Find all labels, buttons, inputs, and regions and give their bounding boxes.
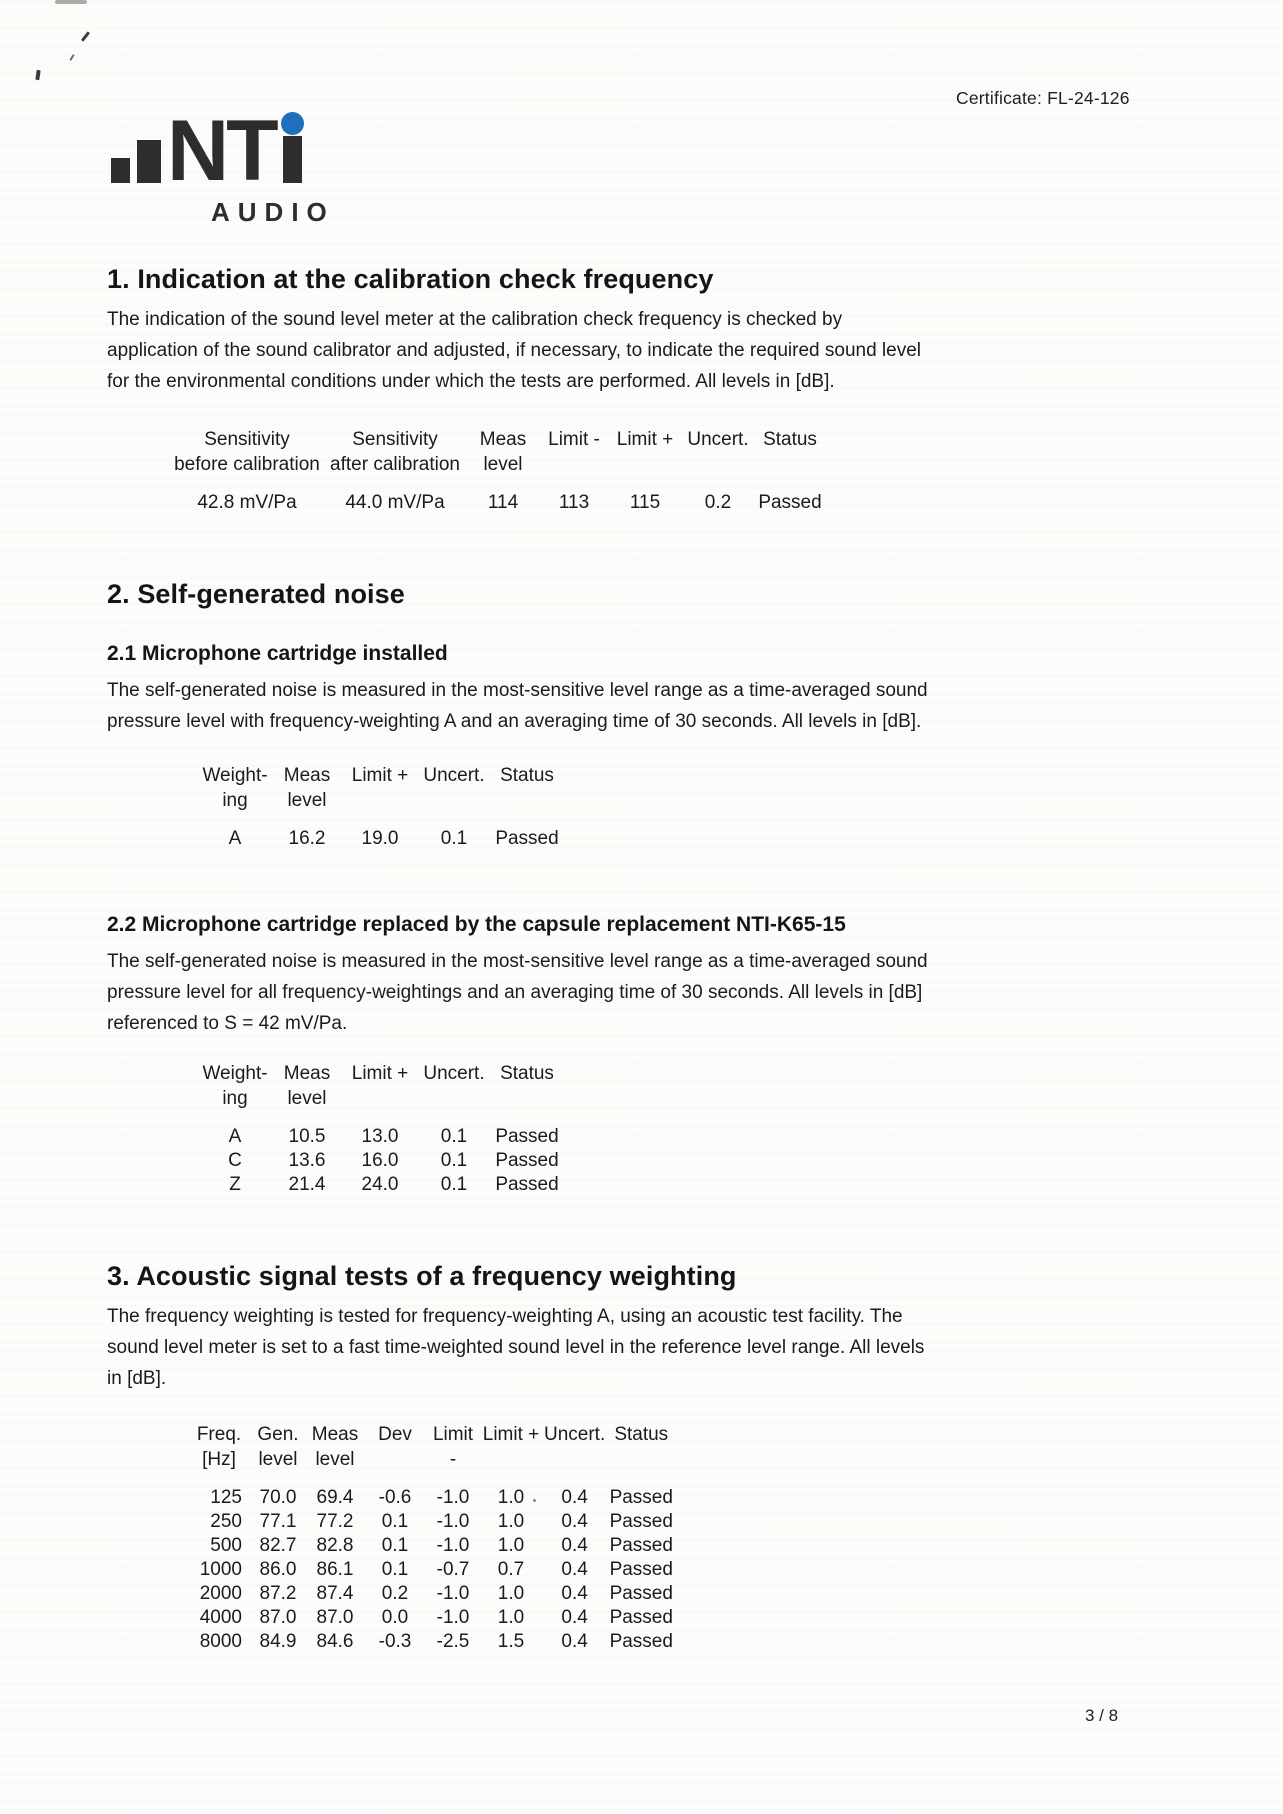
table-cell: -0.6	[378, 1487, 412, 1508]
column-header: Meas level	[311, 1424, 359, 1470]
table-cell: A	[228, 828, 242, 849]
nti-audio-logo	[111, 103, 1176, 228]
table-row	[190, 1534, 677, 1558]
section-1-title: 1. Indication at the calibration check frequency	[107, 264, 714, 294]
column-header: Limit +	[616, 429, 674, 450]
section-3-body: The frequency weighting is tested for frequency-weighting A, using an acoustic test facility. The sound level meter is set to a fast time-weighted sound level in the reference level range. All levels in [dB].	[107, 1306, 925, 1389]
column-header: Uncert.	[544, 1424, 606, 1445]
table-cell: Passed	[609, 1511, 673, 1532]
table-cell: 1.0	[497, 1583, 525, 1604]
table-cell: 0.1	[440, 1150, 468, 1171]
table-cell: Passed	[495, 1150, 559, 1171]
logo-letter-i	[281, 112, 304, 183]
table-row	[190, 1630, 677, 1654]
table-cell: 87.2	[259, 1583, 297, 1604]
column-header: Status	[500, 1063, 554, 1084]
section-2-2-body: The self-generated noise is measured in the most-sensitive level range as a time-averaged sound pressure level for all frequency-weightings and an averaging time of 30 seconds. All levels in [dB] referenced to S = 42 mV/Pa.	[107, 951, 928, 1034]
table-cell: 0.7	[497, 1559, 525, 1580]
table-cell: 113	[558, 492, 590, 513]
table-cell: -1.0	[436, 1487, 470, 1508]
logo-i-stem	[283, 136, 302, 183]
table-row	[190, 1558, 677, 1582]
page-number: 3 / 8	[1085, 1706, 1119, 1725]
table-cell: 84.9	[259, 1631, 297, 1652]
table-cell: 0.0	[381, 1607, 409, 1628]
table-cell: 0.2	[704, 492, 732, 513]
table-cell: 500	[210, 1535, 242, 1556]
table-row	[195, 1173, 567, 1197]
table-cell: 19.0	[361, 828, 399, 849]
table-cell: 87.0	[316, 1607, 354, 1628]
table-cell: Passed	[495, 828, 559, 849]
table-cell: Passed	[609, 1583, 673, 1604]
table-cell: 115	[629, 492, 661, 513]
column-header: Limit +	[351, 1063, 409, 1084]
table-cell: 0.4	[561, 1607, 588, 1628]
column-header: Dev	[378, 1424, 412, 1445]
scan-speck	[69, 54, 74, 61]
calibration-check-table	[172, 427, 824, 515]
column-header: Status	[614, 1424, 669, 1445]
column-header: Meas level	[283, 765, 331, 811]
table-cell: 44.0 mV/Pa	[345, 492, 445, 513]
certificate-number: Certificate: FL-24-126	[956, 88, 1130, 108]
table-row	[190, 1486, 677, 1510]
self-noise-installed-table	[195, 763, 567, 851]
table-cell: -0.3	[378, 1631, 412, 1652]
column-header: Meas level	[283, 1063, 331, 1109]
table-cell: Passed	[495, 1126, 559, 1147]
column-header: Limit -	[432, 1424, 474, 1470]
table-cell: 0.4	[561, 1583, 588, 1604]
table-cell: Z	[229, 1174, 241, 1195]
column-header: Freq. [Hz]	[196, 1424, 242, 1470]
table-cell: 0.1	[440, 828, 468, 849]
column-header: Limit -	[548, 429, 600, 450]
table-cell: 0.2	[381, 1583, 409, 1604]
table-cell: 1.0	[497, 1487, 525, 1508]
section-1-body: The indication of the sound level meter at the calibration check frequency is checked by application of the sound calibrator and adjusted, if necessary, to indicate the required sound level for the environmental conditions under which the tests are performed. All levels in [dB].	[107, 309, 921, 392]
frequency-weighting-table	[190, 1422, 677, 1654]
table-cell: 86.1	[316, 1559, 354, 1580]
table-cell: 13.6	[288, 1150, 326, 1171]
section-2-title: 2. Self-generated noise	[107, 579, 405, 609]
table-header-row	[195, 763, 567, 827]
table-cell: -1.0	[436, 1607, 470, 1628]
table-cell: 86.0	[259, 1559, 297, 1580]
table-row	[195, 1149, 567, 1173]
table-cell: C	[228, 1150, 242, 1171]
table-cell: 16.0	[361, 1150, 399, 1171]
table-cell: A	[228, 1126, 242, 1147]
column-header: Uncert.	[687, 429, 749, 450]
table-cell: 82.8	[316, 1535, 354, 1556]
column-header: Weight- ing	[202, 1063, 268, 1109]
column-header: Weight- ing	[202, 765, 268, 811]
table-cell: 0.1	[440, 1174, 468, 1195]
table-cell: Passed	[495, 1174, 559, 1195]
table-cell: 250	[210, 1511, 242, 1532]
column-header: Uncert.	[423, 1063, 485, 1084]
table-row	[195, 827, 567, 851]
table-cell: 114	[487, 492, 519, 513]
column-header: Meas level	[479, 429, 527, 475]
table-cell: 1.0	[497, 1535, 525, 1556]
table-cell: 70.0	[259, 1487, 297, 1508]
table-cell: Passed	[609, 1559, 673, 1580]
table-cell: 1.5	[497, 1631, 525, 1652]
table-cell: 1.0	[497, 1607, 525, 1628]
table-cell: 13.0	[361, 1126, 399, 1147]
table-cell: 77.1	[259, 1511, 297, 1532]
table-cell: 8000	[199, 1631, 242, 1652]
column-header: Uncert.	[423, 765, 485, 786]
section-2-1-title: 2.1 Microphone cartridge installed	[107, 642, 448, 665]
section-2-1-body: The self-generated noise is measured in the most-sensitive level range as a time-averaged sound pressure level with frequency-weighting A and an averaging time of 30 seconds. All levels in [dB].	[107, 680, 928, 732]
table-cell: 0.4	[561, 1487, 588, 1508]
table-cell: 1.0	[497, 1511, 525, 1532]
table-cell: 0.4	[561, 1631, 588, 1652]
column-header: Gen. level	[257, 1424, 299, 1470]
table-cell: Passed	[609, 1607, 673, 1628]
table-cell: -0.7	[436, 1559, 470, 1580]
column-header: Status	[763, 429, 817, 450]
column-header: Status	[500, 765, 554, 786]
table-cell: -2.5	[436, 1631, 470, 1652]
table-cell: 4000	[199, 1607, 242, 1628]
table-cell: 2000	[199, 1583, 242, 1604]
table-cell: 24.0	[361, 1174, 399, 1195]
logo-bar-large	[137, 140, 161, 183]
table-header-row	[172, 427, 824, 491]
logo-subtext: AUDIO	[211, 197, 335, 227]
table-cell: 0.1	[440, 1126, 468, 1147]
logo-row	[111, 103, 1176, 199]
table-cell: Passed	[609, 1535, 673, 1556]
scan-smudge	[55, 0, 87, 4]
table-cell: 77.2	[316, 1511, 354, 1532]
table-row	[195, 1125, 567, 1149]
table-cell: -1.0	[436, 1583, 470, 1604]
table-row	[172, 491, 824, 515]
scan-speck	[35, 70, 40, 80]
scan-speck	[81, 31, 90, 42]
column-header: Limit +	[482, 1424, 540, 1445]
section-2-2-title: 2.2 Microphone cartridge replaced by the capsule replacement NTI-K65-15	[107, 913, 846, 936]
scan-speck	[533, 1499, 536, 1502]
table-cell: 0.4	[561, 1511, 588, 1532]
table-header-row	[195, 1061, 567, 1125]
table-cell: 87.0	[259, 1607, 297, 1628]
table-cell: 0.1	[381, 1559, 409, 1580]
column-header: Sensitivity after calibration	[330, 429, 460, 475]
table-cell: 69.4	[316, 1487, 354, 1508]
table-header-row	[190, 1422, 677, 1486]
table-cell: 1000	[199, 1559, 242, 1580]
table-cell: 84.6	[316, 1631, 354, 1652]
table-cell: 82.7	[259, 1535, 297, 1556]
column-header: Sensitivity before calibration	[174, 429, 320, 475]
section-3-title: 3. Acoustic signal tests of a frequency weighting	[107, 1261, 737, 1291]
table-cell: 16.2	[288, 828, 326, 849]
logo-bar-small	[111, 158, 130, 183]
table-cell: 87.4	[316, 1583, 354, 1604]
table-cell: Passed	[609, 1487, 673, 1508]
table-cell: 42.8 mV/Pa	[197, 492, 297, 513]
table-cell: 0.4	[561, 1559, 588, 1580]
table-row	[190, 1582, 677, 1606]
table-row	[190, 1510, 677, 1534]
self-noise-replaced-table	[195, 1061, 567, 1197]
logo-i-dot	[281, 112, 304, 135]
table-cell: -1.0	[436, 1511, 470, 1532]
table-cell: 0.1	[381, 1535, 409, 1556]
column-header: Limit +	[351, 765, 409, 786]
table-cell: Passed	[758, 492, 822, 513]
table-cell: 21.4	[288, 1174, 326, 1195]
table-cell: 0.4	[561, 1535, 588, 1556]
table-cell: -1.0	[436, 1535, 470, 1556]
logo-text: NT	[167, 103, 276, 199]
table-cell: 125	[210, 1487, 242, 1508]
table-cell: Passed	[609, 1631, 673, 1652]
table-cell: 10.5	[288, 1126, 326, 1147]
table-row	[190, 1606, 677, 1630]
table-cell: 0.1	[381, 1511, 409, 1532]
